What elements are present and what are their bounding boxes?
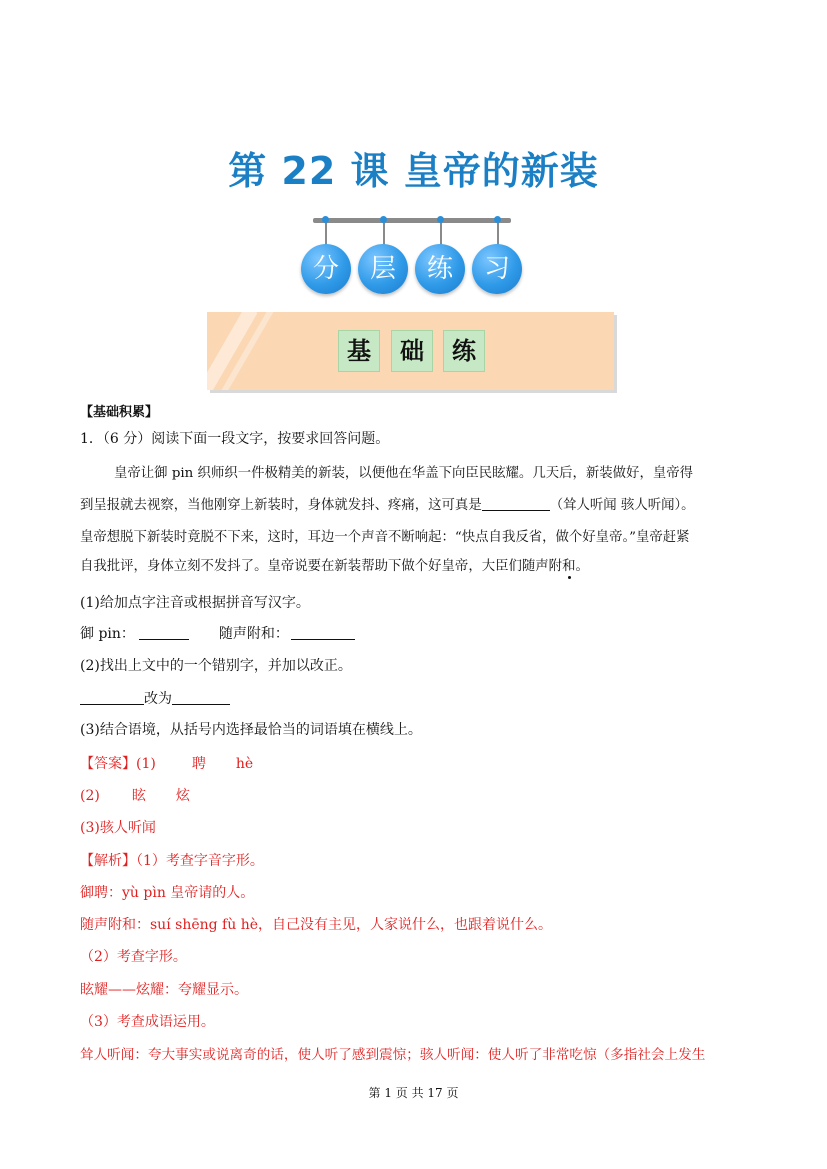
page-footer: 第 1 页 共 17 页	[368, 1086, 459, 1100]
analysis-row: 耸人听闻：夸大事实或说离奇的话，使人听了感到震惊；骇人听闻：使人听了非常吃惊（多指社会上发生	[80, 1047, 706, 1063]
answer-row	[80, 785, 190, 805]
passage-text: 。	[575, 559, 589, 574]
answer-text: (1)	[136, 756, 156, 772]
question-stem: 1．（6 分）阅读下面一段文字，按要求回答问题。	[80, 431, 390, 447]
badge-circle: 练	[415, 244, 465, 294]
answer-blank[interactable]	[172, 690, 230, 705]
badge-circle: 习	[472, 244, 522, 294]
analysis-text: （1）考查字音字形。	[136, 853, 264, 869]
section-heading: 【基础积累】	[80, 405, 159, 420]
hanger-dot	[437, 216, 444, 223]
answer-label: 【答案】	[80, 756, 136, 772]
answer-text: 聘	[191, 756, 206, 772]
page-title: 第 22 课 皇帝的新装	[228, 149, 599, 193]
sub-question: (1)给加点字注音或根据拼音写汉字。	[80, 595, 310, 611]
passage-text: 到呈报就去视察，当他刚穿上新装时，身体就发抖、疼痛，这可真是	[80, 498, 482, 513]
passage-text: 自我批评，身体立刻不发抖了。皇帝说要在新装帮助下做个好皇帝，大臣们随声附	[80, 559, 563, 574]
hanger-dot	[494, 216, 501, 223]
answer-blank[interactable]	[482, 496, 550, 511]
passage-line: 皇帝让御 pin 织师织一件极精美的新装，以便他在华盖下向臣民眩耀。几天后，新装做好，皇帝得	[114, 466, 694, 481]
sub-question: (3)结合语境，从括号内选择最恰当的词语填在横线上。	[80, 722, 422, 738]
banner-tile: 基	[338, 330, 380, 372]
badge-circle: 层	[358, 244, 408, 294]
passage-line	[80, 494, 695, 513]
analysis-label: 【解析】	[80, 853, 136, 869]
answer-text: hè	[235, 756, 254, 772]
field-label: 御 pin：	[80, 626, 135, 642]
answer-blank[interactable]	[139, 625, 189, 640]
hanger-rail	[313, 218, 511, 223]
field-label: 改为	[144, 691, 172, 707]
passage-line	[80, 555, 589, 574]
analysis-row: （2）考查字形。	[80, 949, 187, 965]
answer-row: (3)骇人听闻	[80, 820, 156, 836]
answer-blank[interactable]	[291, 625, 355, 640]
banner-tile: 练	[443, 330, 485, 372]
banner-tile: 础	[391, 330, 433, 372]
sub-answer-row	[80, 688, 230, 708]
answer-text: 眩	[131, 788, 146, 804]
analysis-row	[80, 850, 264, 870]
analysis-row: 御聘：yù pìn 皇帝请的人。	[80, 885, 255, 901]
sub-question: (2)找出上文中的一个错别字，并加以改正。	[80, 658, 352, 674]
analysis-row: （3）考查成语运用。	[80, 1014, 215, 1030]
field-label: 随声附和：	[218, 626, 289, 642]
answer-blank[interactable]	[80, 690, 144, 705]
answer-row	[80, 753, 253, 773]
hanger-dot	[380, 216, 387, 223]
section-banner	[207, 312, 614, 390]
passage-line: 皇帝想脱下新装时竟脱不下来，这时，耳边一个声音不断响起：“快点自我反省，做个好皇帝。”皇帝赶紧	[80, 530, 690, 545]
analysis-row: 眩耀——炫耀：夸耀显示。	[80, 982, 248, 998]
answer-text: (2)	[80, 788, 100, 804]
sub-answer-row	[80, 623, 355, 643]
badge-circle: 分	[301, 244, 351, 294]
dotted-char: 和	[562, 559, 576, 574]
answer-text: 炫	[175, 788, 190, 804]
analysis-row: 随声附和：suí shēng fù hè，自己没有主见，人家说什么，也跟着说什么。	[80, 917, 552, 933]
hanger-dot	[322, 216, 329, 223]
passage-text: （耸人听闻 骇人听闻）。	[549, 498, 695, 513]
